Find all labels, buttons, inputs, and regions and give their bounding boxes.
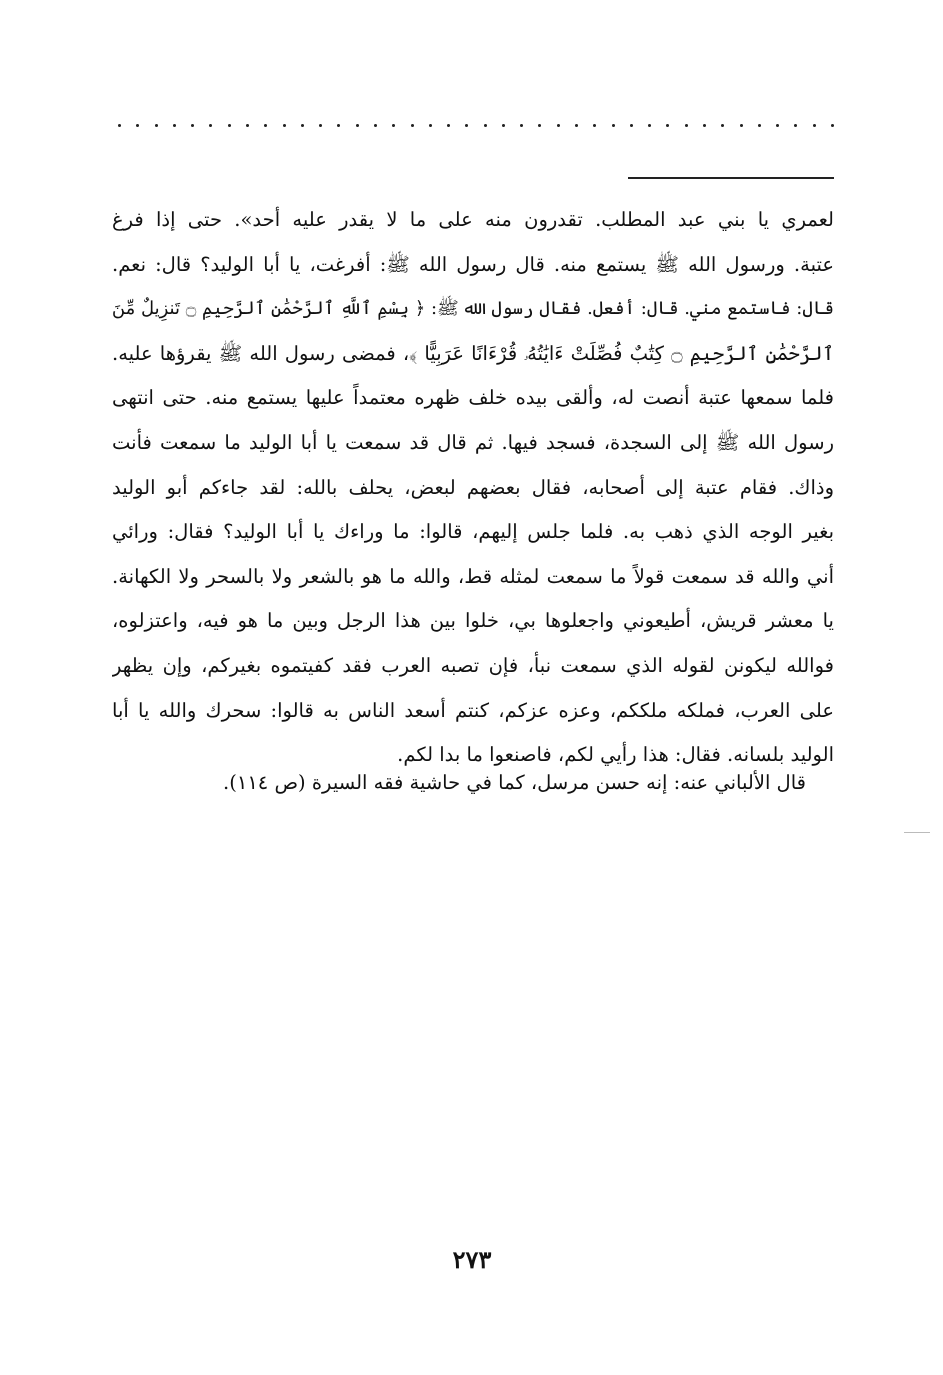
separator-dot	[228, 124, 231, 127]
separator-dot	[703, 124, 706, 127]
separator-dot	[374, 124, 377, 127]
footnote-separator-line	[628, 177, 834, 179]
text-line: قال: فاستمع مني. قال: أفعل. فقال رسول الله ﷺ: ﴿ بِسْمِ ٱللَّهِ ٱلرَّحْمَٰنِ ٱلرَّحِيمِ ۝ تَنزِيلٌ مِّنَ	[112, 298, 834, 320]
separator-dot	[136, 124, 139, 127]
text-line: فلما سمعها عتبة أنصت له، وألقى بيده خلف ظهره معتمداً عليها يستمع منه. حتى انتهى	[112, 386, 834, 410]
separator-dot	[337, 124, 340, 127]
separator-dot	[155, 124, 158, 127]
separator-dot	[301, 124, 304, 127]
text-line: أني والله قد سمعت قولاً ما سمعت لمثله قط، والله ما هو بالشعر ولا بالسحر ولا الكهانة.	[112, 564, 834, 588]
separator-dot	[612, 124, 615, 127]
separator-dot	[758, 124, 761, 127]
separator-dot	[831, 124, 834, 127]
separator-dot	[191, 124, 194, 127]
separator-dot	[246, 124, 249, 127]
separator-dot	[264, 124, 267, 127]
separator-dot	[502, 124, 505, 127]
separator-dot	[319, 124, 322, 127]
margin-mark	[904, 832, 930, 833]
source-note	[112, 758, 834, 808]
separator-dot	[173, 124, 176, 127]
separator-dot	[392, 124, 395, 127]
separator-dot	[538, 124, 541, 127]
separator-dot	[447, 124, 450, 127]
separator-dot	[593, 124, 596, 127]
separator-dot	[740, 124, 743, 127]
text-line: بغير الوجه الذي ذهب به. فلما جلس إليهم، قالوا: ما وراءك يا أبا الوليد؟ فقال: ورائي	[112, 520, 834, 544]
source-note-text: قال الألباني عنه: إنه حسن مرسل، كما في حاشية فقه السيرة (ص ١١٤).	[223, 771, 806, 794]
separator-dot	[465, 124, 468, 127]
separator-dot	[411, 124, 414, 127]
text-line: عتبة. ورسول الله ﷺ يستمع منه. قال رسول الله ﷺ: أفرغت، يا أبا الوليد؟ قال: نعم.	[112, 252, 834, 276]
separator-dot	[794, 124, 797, 127]
separator-dot	[648, 124, 651, 127]
separator-dot	[721, 124, 724, 127]
separator-dot	[666, 124, 669, 127]
separator-dot	[118, 124, 121, 127]
text-line: يا معشر قريش، أطيعوني واجعلوها بي، خلوا بين هذا الرجل وبين ما هو فيه، واعتزلوه،	[112, 609, 834, 633]
separator-dot	[813, 124, 816, 127]
separator-dot	[575, 124, 578, 127]
separator-dot	[520, 124, 523, 127]
text-line: فوالله ليكونن لقوله الذي سمعت نبأ، فإن تصبه العرب فقد كفيتموه بغيركم، وإن يظهر	[112, 653, 834, 677]
text-line: الوليد بلسانه. فقال: هذا رأيي لكم، فاصنعوا ما بدا لكم.	[397, 743, 834, 767]
main-text-block	[112, 198, 834, 778]
separator-dot	[429, 124, 432, 127]
top-dotted-separator	[118, 118, 834, 132]
separator-dot	[630, 124, 633, 127]
text-line: وذاك. فقام عتبة إلى أصحابه، فقال بعضهم لبعض، يحلف بالله: لقد جاءكم أبو الوليد	[112, 475, 834, 499]
separator-dot	[209, 124, 212, 127]
separator-dot	[557, 124, 560, 127]
separator-dot	[776, 124, 779, 127]
text-line: على العرب، فملكه ملككم، وعزه عزكم، كنتم أسعد الناس به قالوا: سحرك والله يا أبا	[112, 698, 834, 722]
separator-dot	[356, 124, 359, 127]
text-line: رسول الله ﷺ إلى السجدة، فسجد فيها. ثم قال قد سمعت يا أبا الوليد ما سمعت فأنت	[112, 430, 834, 454]
separator-dot	[283, 124, 286, 127]
page-number: ٢٧٣	[452, 1245, 492, 1274]
separator-dot	[484, 124, 487, 127]
text-line: ٱلرَّحْمَٰنِ ٱلرَّحِيمِ ۝ كِتَٰبٌ فُصِّلَتْ ءَايَٰتُهُۥ قُرْءَانًا عَرَبِيًّا ﴾، فمضى رسول الله ﷺ يقرؤها عليه.	[112, 341, 834, 365]
separator-dot	[685, 124, 688, 127]
text-line: لعمري يا بني عبد المطلب. تقدرون منه على ما لا يقدر عليه أحد». حتى إذا فرغ	[112, 208, 834, 231]
